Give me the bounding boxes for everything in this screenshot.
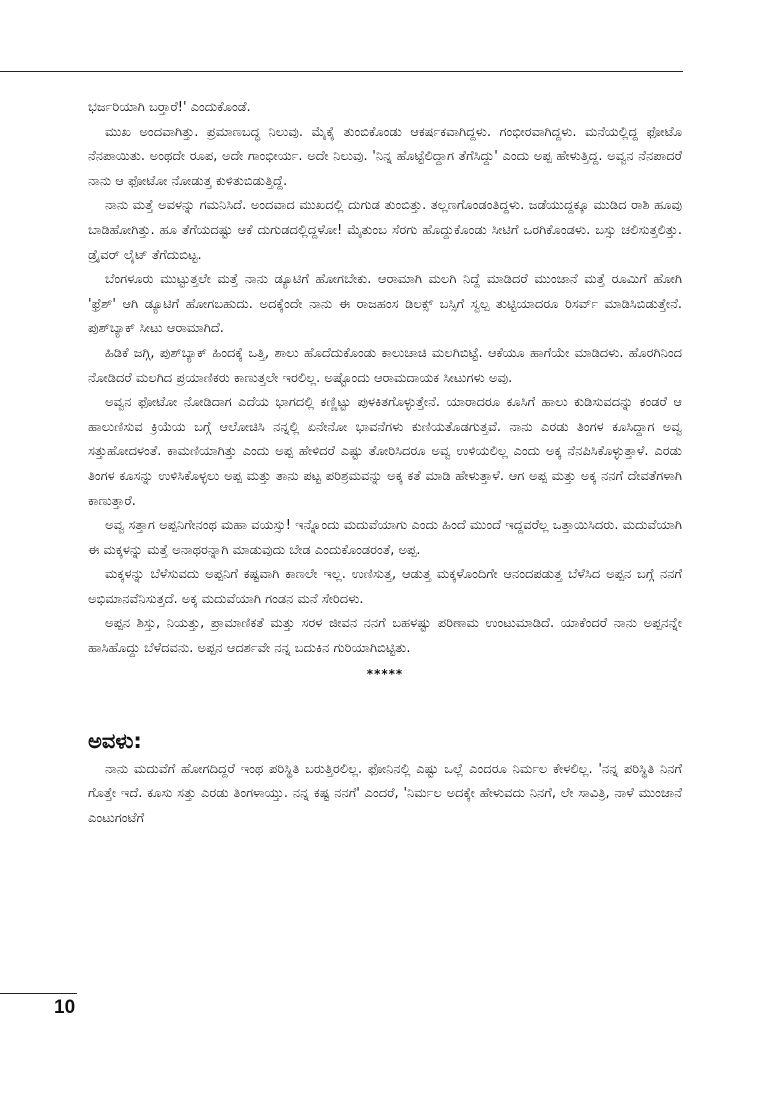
paragraph: ಅವ್ವನ ಫೋಟೋ ನೋಡಿದಾಗ ಎದೆಯ ಭಾಗದಲ್ಲಿ ಕಣ್ಣಿಟ್ಟು ಪುಳಕಿತಗೊಳ್ಳುತ್ತೇನೆ. ಯಾರಾದರೂ ಕೂಸಿಗೆ ಹಾಲು ಕುಡಿಸುವದನ್ನು ಕಂಡರೆ ಆ ಹಾಲುಣಿಸುವ ಕ್ರಿಯೆಯ ಬಗ್ಗೆ ಆಲೋಚಿಸಿ ನನ್ನಲ್ಲಿ ಏನೇನೋ ಭಾವನೆಗಳು ಕುಣಿಯತೊಡಗುತ್ತವೆ. ನಾನು ಎರಡು ತಿಂಗಳ ಕೂಸಿದ್ದಾಗ ಅವ್ವ ಸತ್ತುಹೋದಳಂತೆ. ಕಾಮಣಿಯಾಗಿತ್ತು ಎಂದು ಅಪ್ಪ ಹೇಳಿದರೆ ಎಷ್ಟು ತೋರಿಸಿದರೂ ಅವ್ವ ಉಳಿಯಲಿಲ್ಲ ಎಂದು ಅಕ್ಕ ನೆನಪಿಸಿಕೊಳ್ಳುತ್ತಾಳೆ. ಎರಡು ತಿಂಗಳ ಕೂಸನ್ನು ಉಳಿಸಿಕೊಳ್ಳಲು ಅಪ್ಪ ಮತ್ತು ತಾನು ಪಟ್ಟ ಪರಿಶ್ರಮವನ್ನು ಅಕ್ಕ ಕತೆ ಮಾಡಿ ಹೇಳುತ್ತಾಳೆ. ಆಗ ಅಪ್ಪ ಮತ್ತು ಅಕ್ಕ ನನಗೆ ದೇವತೆಗಳಾಗಿ ಕಾಣುತ್ತಾರೆ. bbox=[88, 395, 682, 509]
paragraph: ಮುಖ ಅಂದವಾಗಿತ್ತು. ಪ್ರಮಾಣಬದ್ಧ ನಿಲುವು. ಮೈಕೈ ತುಂಬಿಕೊಂಡು ಆಕರ್ಷಕವಾಗಿದ್ದಳು. ಗಂಭೀರವಾಗಿದ್ದಳು. ಮನೆಯಲ್ಲಿದ್ದ ಫೋಟೊ ನೆನಪಾಯಿತು. ಅಂಥದೇ ರೂಪ, ಅದೇ ಗಾಂಭೀರ್ಯ. ಅದೇ ನಿಲುವು. 'ನಿನ್ನ ಹೊಟ್ಟೆಲಿದ್ದಾಗ ತೆಗೆಸಿದ್ದು' ಎಂದು ಅಪ್ಪ ಹೇಳುತ್ತಿದ್ದ. ಅವ್ವನ ನೆನಪಾದರೆ ನಾನು ಆ ಫೋಟೋ ನೋಡುತ್ತ ಕುಳಿತುಬಿಡುತ್ತಿದ್ದೆ. bbox=[88, 124, 682, 189]
section-separator: ***** bbox=[366, 666, 404, 681]
footer-rule bbox=[0, 993, 77, 994]
header-rule bbox=[0, 71, 683, 72]
paragraph: ಅಪ್ಪನ ಶಿಸ್ತು, ನಿಯತ್ತು, ಪ್ರಾಮಾಣಿಕತೆ ಮತ್ತು ಸರಳ ಜೀವನ ನನಗೆ ಬಹಳಷ್ಟು ಪರಿಣಾಮ ಉಂಟುಮಾಡಿದೆ. ಯಾಕೆಂದರೆ ನಾನು ಅಪ್ಪನನ್ನೇ ಹಾಸಿಹೊದ್ದು ಬೆಳೆದವನು. ಅಪ್ಪನ ಆದರ್ಶವೇ ನನ್ನ ಬದುಕಿನ ಗುರಿಯಾಗಿಬಿಟ್ಟಿತು. bbox=[88, 616, 682, 657]
paragraph: ಹಿಡಿಕೆ ಜಗ್ಗಿ, ಪುಶ್‌ಬ್ಯಾಕ್ ಹಿಂದಕ್ಕೆ ಒತ್ತಿ, ಶಾಲು ಹೊದೆದುಕೊಂಡು ಕಾಲುಚಾಚಿ ಮಲಗಿಬಿಟ್ಟೆ. ಆಕೆಯೂ ಹಾಗೆಯೇ ಮಾಡಿದಳು. ಹೊರಗಿನಿಂದ ನೋಡಿದರೆ ಮಲಗಿದ ಪ್ರಯಾಣಿಕರು ಕಾಣುತ್ತಲೇ ಇರಲಿಲ್ಲ. ಅಷ್ಟೊಂದು ಆರಾಮದಾಯಕ ಸೀಟುಗಳು ಅವು. bbox=[88, 345, 682, 386]
paragraph: ನಾನು ಮತ್ತೆ ಅವಳನ್ನು ಗಮನಿಸಿದೆ. ಅಂದವಾದ ಮುಖದಲ್ಲಿ ದುಗುಡ ತುಂಬಿತ್ತು. ತಲ್ಲಣಗೊಂಡಂತಿದ್ದಳು. ಜಡೆಯುದ್ದಕ್ಕೂ ಮುಡಿದ ರಾಶಿ ಹೂವು ಬಾಡಿಹೋಗಿತ್ತು. ಹೂ ತೆಗೆಯದಷ್ಟು ಆಕೆ ದುಗುಡದಲ್ಲಿದ್ದಳೋ! ಮೈತುಂಬ ಸೆರಗು ಹೊದ್ದುಕೊಂಡು ಸೀಟಿಗೆ ಒರಗಿಕೊಂಡಳು. ಬಸ್ಸು ಚಲಿಸುತ್ತಲಿತ್ತು. ಡ್ರೈವರ್ ಲೈಟ್ ತೆಗೆದುಬಿಟ್ಟ. bbox=[88, 198, 682, 263]
paragraph: ಭರ್ಜರಿಯಾಗಿ ಬರ್‍ತಾರೆ!' ಎಂದುಕೊಂಡೆ. bbox=[88, 100, 251, 115]
section-heading: ಅವಳು: bbox=[88, 728, 142, 753]
paragraph: ಅವ್ವ ಸತ್ತಾಗ ಅಪ್ಪನಿಗೇನಂಥ ಮಹಾ ವಯಸ್ಸು! ಇನ್ನೊಂದು ಮದುವೆಯಾಗು ಎಂದು ಹಿಂದೆ ಮುಂದೆ ಇದ್ದವರೆಲ್ಲ ಒತ್ತಾಯಿಸಿದರು. ಮದುವೆಯಾಗಿ ಈ ಮಕ್ಕಳನ್ನು ಮತ್ತೆ ಅನಾಥರನ್ನಾಗಿ ಮಾಡುವುದು ಬೇಡ ಎಂದುಕೊಂಡರಂತೆ, ಅಪ್ಪ. bbox=[88, 518, 682, 558]
paragraph: ನಾನು ಮದುವೆಗೆ ಹೋಗದಿದ್ದರೆ ಇಂಥ ಪರಿಸ್ಥಿತಿ ಬರುತ್ತಿರಲಿಲ್ಲ. ಫೋನಿನಲ್ಲಿ ಎಷ್ಟು ಒಲ್ಲೆ ಎಂದರೂ ನಿರ್ಮಲ ಕೇಳಲಿಲ್ಲ. 'ನನ್ನ ಪರಿಸ್ಥಿತಿ ನಿನಗೆ ಗೊತ್ತೇ ಇದೆ. ಕೂಸು ಸತ್ತು ಎರಡು ತಿಂಗಳಾಯ್ತು. ನನ್ನ ಕಷ್ಟ ನನಗೆ' ಎಂದರೆ, 'ನಿರ್ಮಲ ಅದಕ್ಕೇ ಹೇಳುವದು ನಿನಗೆ, ಲೇ ಸಾವಿತ್ರಿ, ನಾಳೆ ಮುಂಜಾನೆ ಎಂಟುಗಂಟೆಗೆ bbox=[88, 761, 682, 826]
page-body bbox=[88, 96, 682, 831]
page-number: 10 bbox=[54, 997, 76, 1018]
paragraph: ಮಕ್ಕಳನ್ನು ಬೆಳೆಸುವದು ಅಪ್ಪನಿಗೆ ಕಷ್ಟವಾಗಿ ಕಾಣಲೇ ಇಲ್ಲ. ಉಣಿಸುತ್ತ, ಆಡುತ್ತ ಮಕ್ಕಳೊಂದಿಗೇ ಆನಂದಪಡುತ್ತ ಬೆಳೆಸಿದ ಅಪ್ಪನ ಬಗ್ಗೆ ನನಗೆ ಅಭಿಮಾನವೆನಿಸುತ್ತದೆ. ಅಕ್ಕ ಮದುವೆಯಾಗಿ ಗಂಡನ ಮನೆ ಸೇರಿದಳು. bbox=[88, 567, 682, 607]
paragraph: ಬೆಂಗಳೂರು ಮುಟ್ಟುತ್ತಲೇ ಮತ್ತೆ ನಾನು ಡ್ಯೂಟಿಗೆ ಹೋಗಬೇಕು. ಆರಾಮಾಗಿ ಮಲಗಿ ನಿದ್ದೆ ಮಾಡಿದರೆ ಮುಂಜಾನೆ ಮತ್ತೆ ರೂಮಿಗೆ ಹೋಗಿ 'ಫ್ರೆಶ್' ಆಗಿ ಡ್ಯೂಟಿಗೆ ಹೋಗಬಹುದು. ಅದಕ್ಕೆಂದೇ ನಾನು ಈ ರಾಜಹಂಸ ಡಿಲಕ್ಸ್ ಬಸ್ಸಿಗೆ ಸ್ವಲ್ಪ ತುಟ್ಟಿಯಾದರೂ ರಿಸರ್ವ್ ಮಾಡಿಸಿಬಿಡುತ್ತೇನೆ. ಪುಶ್‌ಬ್ಯಾಕ್ ಸೀಟು ಆರಾಮಾಗಿದೆ. bbox=[88, 272, 682, 337]
